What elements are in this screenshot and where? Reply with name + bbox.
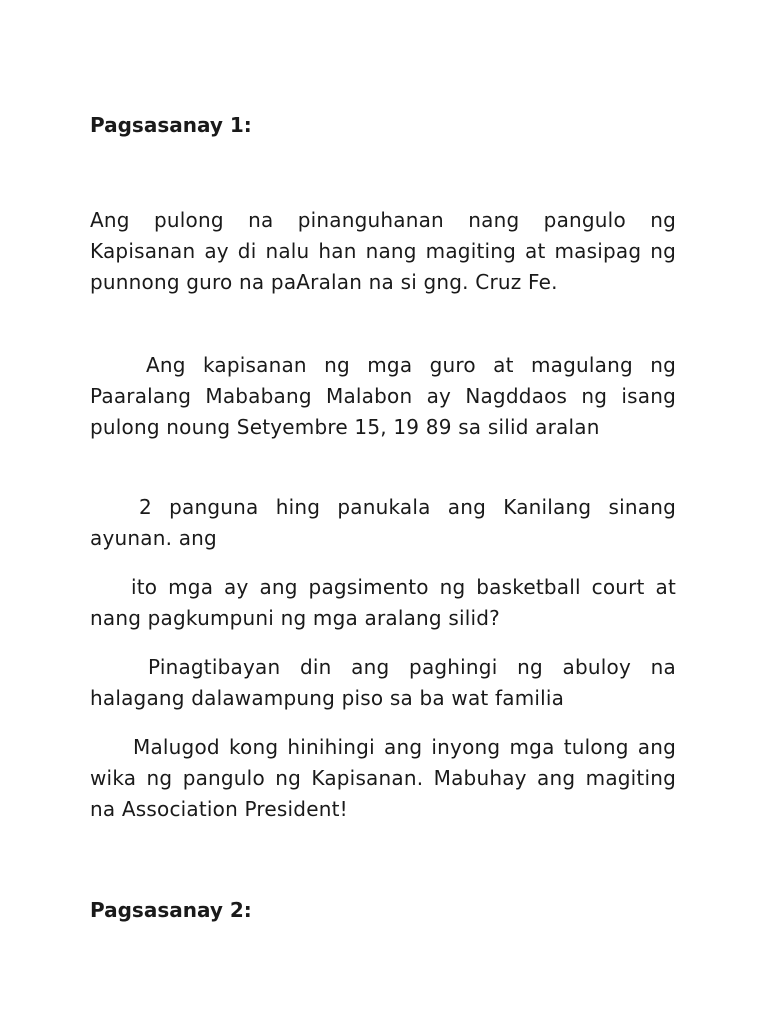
paragraph-4: ito mga ay ang pagsimento ng basketball court at nang pagkumpuni ng mga aralang silid? [90,575,676,630]
section-heading-2: Pagsasanay 2: [90,898,252,922]
paragraph-6: Malugod kong hinihingi ang inyong mga tulong ang wika ng pangulo ng Kapisanan. Mabuhay ang magiting na Association President! [90,735,676,821]
paragraph-3: 2 panguna hing panukala ang Kanilang sinang ayunan. ang [90,495,676,550]
section-heading-1: Pagsasanay 1: [90,113,252,137]
paragraph-5: Pinagtibayan din ang paghingi ng abuloy na halagang dalawampung piso sa ba wat familia [90,655,676,710]
paragraph-2: Ang kapisanan ng mga guro at magulang ng Paaralang Mababang Malabon ay Nagddaos ng isang pulong noung Setyembre 15, 19 89 sa silid aralan [90,353,676,439]
paragraph-1: Ang pulong na pinanguhanan nang pangulo ng Kapisanan ay di nalu han nang magiting at masipag ng punnong guro na paAralan na si gng. Cruz Fe. [90,208,676,294]
